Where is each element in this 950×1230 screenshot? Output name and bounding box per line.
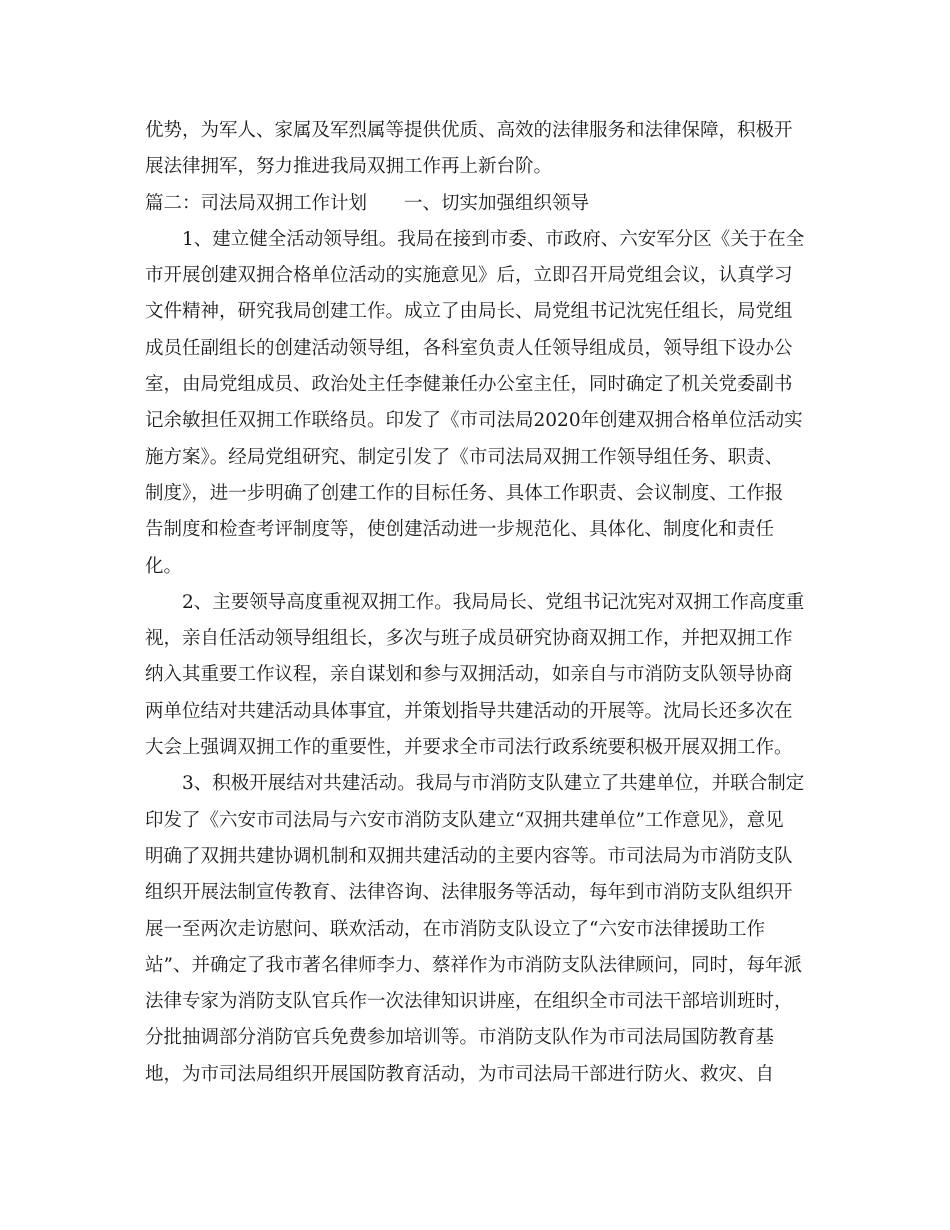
text-line: 室，由局党组成员、政治处主任李健兼任办公室主任，同时确定了机关党委副书 bbox=[145, 374, 793, 396]
text-line: 制度》，进一步明确了创建工作的目标任务、具体工作职责、会议制度、工作报 bbox=[145, 482, 784, 504]
text-line: 优势，为军人、家属及军烈属等提供优质、高效的法律服务和法律保障，积极开 bbox=[145, 120, 793, 141]
text-line: 明确了双拥共建协调机制和双拥共建活动的主要内容等。市司法局为市消防支队 bbox=[145, 845, 793, 867]
text-line: 法律专家为消防支队官兵作一次法律知识讲座，在组织全市司法干部培训班时， bbox=[145, 991, 793, 1013]
text-line: 分批抽调部分消防官兵免费参加培训等。市消防支队作为市司法局国防教育基 bbox=[145, 1027, 775, 1049]
text-line: 2、主要领导高度重视双拥工作。我局局长、党组书记沈宪对双拥工作高度重 bbox=[145, 591, 805, 613]
text-line: 组织开展法制宣传教育、法律咨询、法律服务等活动，每年到市消防支队组织开 bbox=[145, 882, 793, 904]
text-line: 印发了《六安市司法局与六安市消防支队建立“双拥共建单位”工作意见》，意见 bbox=[145, 809, 784, 831]
text-line: 施方案》。经局党组研究、制定引发了《市司法局双拥工作领导组任务、职责、 bbox=[145, 446, 784, 468]
text-line: 市开展创建双拥合格单位活动的实施意见》后，立即召开局党组会议，认真学习 bbox=[145, 265, 793, 287]
text-line: 大会上强调双拥工作的重要性，并要求全市司法行政系统要积极开展双拥工作。 bbox=[145, 737, 793, 759]
text-line: 文件精神，研究我局创建工作。成立了由局长、局党组书记沈宪任组长，局党组 bbox=[145, 301, 793, 323]
text-line: 纳入其重要工作议程，亲自谋划和参与双拥活动，如亲自与市消防支队领导协商 bbox=[145, 664, 793, 686]
section-heading: 篇二：司法局双拥工作计划 一、切实加强组织领导 bbox=[145, 192, 590, 214]
text-line: 化。 bbox=[145, 555, 183, 577]
text-line: 展法律拥军，努力推进我局双拥工作再上新台阶。 bbox=[145, 156, 553, 178]
text-line: 地，为市司法局组织开展国防教育活动，为市司法局干部进行防火、救灾、自 bbox=[145, 1063, 775, 1085]
text-line: 站”、并确定了我市著名律师李力、蔡祥作为市消防支队法律顾问，同时，每年派 bbox=[145, 954, 802, 976]
text-line: 展一至两次走访慰问、联欢活动，在市消防支队设立了“六安市法律援助工作 bbox=[145, 918, 765, 940]
text-line: 视，亲自任活动领导组组长，多次与班子成员研究协商双拥工作，并把双拥工作 bbox=[145, 628, 793, 650]
text-line: 两单位结对共建活动具体事宜，并策划指导共建活动的开展等。沈局长还多次在 bbox=[145, 700, 793, 722]
text-line: 3、积极开展结对共建活动。我局与市消防支队建立了共建单位，并联合制定 bbox=[145, 773, 805, 795]
text-line: 1、建立健全活动领导组。我局在接到市委、市政府、六安军分区《关于在全 bbox=[145, 228, 805, 250]
document-body bbox=[145, 113, 810, 1093]
text-line: 成员任副组长的创建活动领导组，各科室负责人任领导组成员，领导组下设办公 bbox=[145, 337, 793, 359]
text-line: 记余敏担任双拥工作联络员。印发了《市司法局2020年创建双拥合格单位活动实 bbox=[145, 410, 803, 432]
text-line: 告制度和检查考评制度等，使创建活动进一步规范化、具体化、制度化和责任 bbox=[145, 519, 775, 541]
